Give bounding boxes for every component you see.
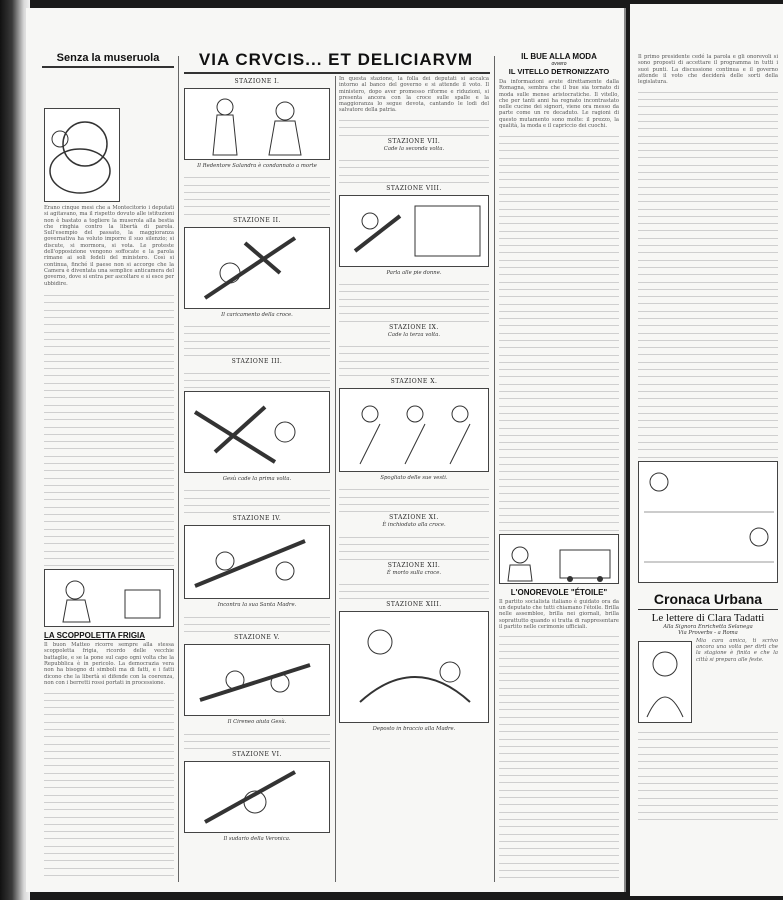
text-lines bbox=[638, 726, 778, 821]
station-illustration bbox=[184, 227, 330, 309]
station-illustration bbox=[184, 88, 330, 160]
via-crucis-body: In questa stazione, la folla dei deputati si accalca intorno al banco del governo e si attende il voto. Il ministero, dopo aver promesso riforme e riduzioni, si presenta ancora con la croce sulle spalle e la maggioranza lo segue devota, cantando le lodi del salvatore della patria. bbox=[339, 76, 489, 114]
right-column bbox=[499, 52, 619, 882]
divider bbox=[638, 609, 778, 610]
station-label: STAZIONE VI. bbox=[232, 751, 282, 759]
text-lines bbox=[339, 340, 489, 376]
column-rule bbox=[178, 56, 179, 882]
station-caption: Il sudario della Veronica. bbox=[223, 836, 291, 843]
bue-title: IL BUE ALLA MODA bbox=[521, 52, 597, 61]
station-caption: Spogliato delle sue vesti. bbox=[380, 475, 448, 482]
cartoon-scene-icon bbox=[45, 570, 173, 626]
station-illustration bbox=[339, 611, 489, 723]
station-label: STAZIONE XIII. bbox=[386, 601, 442, 609]
via-crucis-title: VIA CRVCIS... ET DELICIARVM bbox=[198, 50, 474, 69]
page2-body: Il primo presidente cedé la parola e gli onorevoli si sono proposti di accettare il programma in tutti i suoi punti. La discussione continua e il governo attende il voto che deciderà delle sorti della legislatura. bbox=[638, 54, 778, 86]
left-column bbox=[44, 70, 174, 882]
station-caption: È morto sulla croce. bbox=[386, 569, 442, 576]
station-caption: Gesù cade la prima volta. bbox=[222, 476, 292, 483]
left-column-subtitle: LA SCOPPOLETTA FRIGIA bbox=[44, 631, 146, 641]
station-label: STAZIONE I. bbox=[234, 78, 280, 85]
station-label: STAZIONE IV. bbox=[232, 515, 282, 523]
station-caption: Il caricamento della croce. bbox=[221, 311, 293, 318]
station-caption: Cade la terza volta. bbox=[387, 331, 441, 338]
text-lines bbox=[339, 278, 489, 322]
station-caption: È inchiodato alla croce. bbox=[382, 522, 446, 529]
station-illustration bbox=[339, 195, 489, 267]
station-illustration bbox=[184, 525, 330, 599]
text-lines bbox=[184, 727, 330, 749]
text-lines bbox=[339, 114, 489, 136]
text-lines bbox=[339, 530, 489, 559]
lettere-title: Le lettere di Clara Tadatti bbox=[651, 611, 765, 624]
cartoon-illustration-2 bbox=[44, 569, 174, 627]
text-lines bbox=[44, 289, 174, 566]
stations-left-column bbox=[184, 76, 330, 882]
text-lines bbox=[184, 171, 330, 215]
text-lines bbox=[184, 484, 330, 513]
text-lines bbox=[184, 610, 330, 632]
text-lines bbox=[339, 578, 489, 600]
station-label: STAZIONE V. bbox=[234, 634, 280, 642]
page2-column bbox=[638, 54, 778, 820]
text-lines bbox=[184, 366, 330, 388]
station-label: STAZIONE IX. bbox=[389, 323, 439, 331]
divider bbox=[184, 72, 490, 74]
bue-body: Da informazioni avute direttamente dalla Romagna, sembra che il bue sia tornato di moda sulle mense aristocratiche. Il vitello, che per tanti anni ha regnato incontrastato nelle cucine dei signori, viene ora messo da parte come un re decaduto. Le ragioni di questo mutamento sono molte: il prezzo, la qualità, la moda e il capriccio dei cuochi. bbox=[499, 79, 619, 130]
station-label: STAZIONE X. bbox=[390, 378, 438, 386]
station-illustration bbox=[184, 761, 330, 833]
next-page bbox=[630, 4, 783, 896]
station-label: STAZIONE III. bbox=[231, 358, 283, 366]
cartoon-illustration bbox=[499, 534, 619, 584]
text-lines bbox=[499, 630, 619, 882]
station-caption: Il Cireneo aiuta Gesù. bbox=[227, 719, 287, 726]
station-illustration bbox=[184, 391, 330, 473]
divider bbox=[42, 66, 174, 68]
etoile-title: L'ONOREVOLE "ÉTOILE" bbox=[510, 587, 608, 597]
stations-right-column bbox=[339, 76, 489, 882]
cartoon-illustration bbox=[44, 108, 120, 202]
left-column-title: Senza la museruola bbox=[56, 52, 160, 64]
cronaca-urbana-title: Cronaca Urbana bbox=[653, 590, 763, 607]
letter-body: Mia cara amica, ti scrivo ancora una volta per dirti che la stagione è finita e che la città si prepara alle feste. bbox=[696, 637, 778, 663]
left-column-body: Erano cinque mesi che a Montecitorio i deputati si agitavano, ma il rispetto dovuto alle istituzioni non è bastato a togliere la muserola alla bestia che ringhia contro la libertà di parola. Sull'esempio del passato, la maggioranza governativa ha voluto imporre il suo silenzio; si discute, si mormora, si vota. Le proteste dell'opposizione vengono soffocate e la parola rimane ai soli fedeli del ministero. Così si continua, finché il paese non si accorge che la Camera è diventata una semplice anticamera del governo, dove si entra per ascoltare e si esce per ubbidire. bbox=[44, 205, 174, 287]
left-column-body-2: Il buon Matteo ricorre sempre alla stessa scoppoletta frigia, ricordo delle vecchie battaglie, e se la pone sul capo ogni volta che la Repubblica è in pericolo. La democrazia vera non ha bisogno di simboli ma di fatti, e i fatti dicono che la libertà si difende con la coerenza, non con i berretti rossi portati in processione. bbox=[44, 642, 174, 686]
station-caption: Deposto in braccio alla Madre. bbox=[372, 726, 456, 733]
ovvero-label: ovvero bbox=[551, 61, 567, 67]
bue-subtitle: IL VITELLO DETRONIZZATO bbox=[508, 67, 610, 76]
letter-section bbox=[638, 638, 778, 726]
station-label: STAZIONE XI. bbox=[389, 514, 439, 522]
station-label: STAZIONE XII. bbox=[387, 561, 441, 569]
station-caption: Incontra la sua Santa Madre. bbox=[217, 602, 297, 609]
cartoon-figure-icon bbox=[45, 109, 119, 201]
advertisement-block bbox=[638, 461, 778, 583]
portrait-illustration bbox=[638, 641, 692, 723]
dedication: Alla Signora Enrichetta Selanega Via Proverbs - a Roma bbox=[663, 623, 753, 636]
text-lines bbox=[339, 154, 489, 183]
station-caption: Il Redentore Salandra è condannato a morte bbox=[197, 163, 317, 169]
station-caption: Cade la seconda volta. bbox=[383, 145, 445, 152]
text-lines-2 bbox=[44, 686, 174, 882]
newspaper-page bbox=[26, 8, 626, 892]
etoile-body: Il partito socialista italiano è guidato ora da un deputato che tutti chiamano l'étoile. Brilla nelle assemblee, brilla nei giornali, brilla soprattutto quando si tratta di rappresentare il partito nelle cerimonie ufficiali. bbox=[499, 598, 619, 630]
text-lines bbox=[499, 129, 619, 530]
text-lines bbox=[638, 85, 778, 457]
column-rule bbox=[335, 76, 336, 882]
column-rule bbox=[494, 56, 495, 882]
text-lines bbox=[184, 320, 330, 356]
station-caption: Parla alle pie donne. bbox=[386, 269, 442, 276]
station-label: STAZIONE II. bbox=[233, 216, 281, 224]
station-illustration bbox=[184, 644, 330, 716]
text-lines bbox=[339, 483, 489, 512]
station-label: STAZIONE VII. bbox=[387, 137, 441, 145]
station-label: STAZIONE VIII. bbox=[386, 184, 442, 192]
station-illustration bbox=[339, 388, 489, 472]
